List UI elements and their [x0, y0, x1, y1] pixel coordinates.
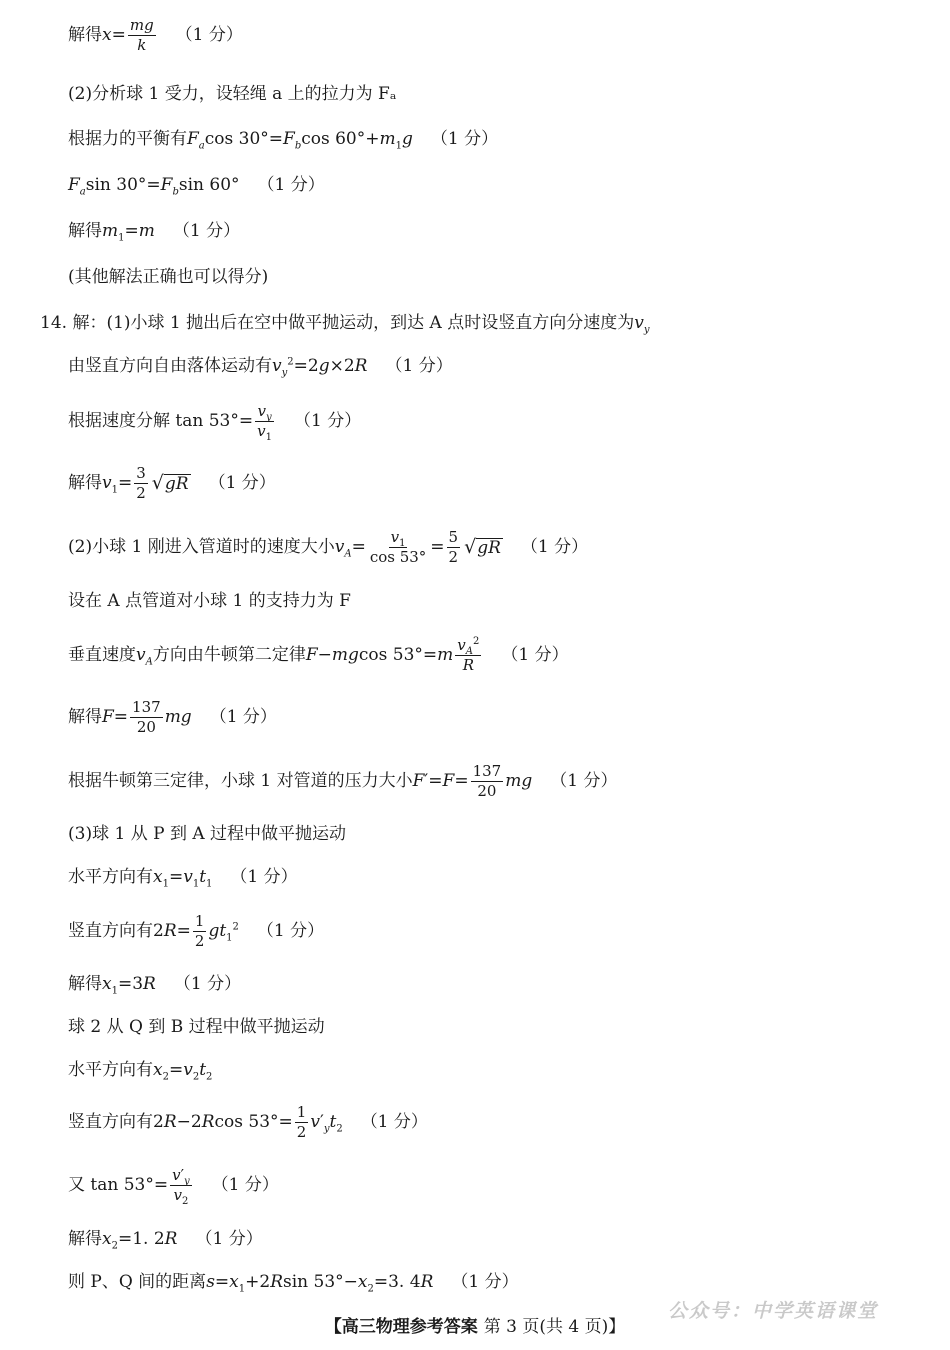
solution-line-distance: 则 P、Q 间的距离 $s=x_1+2Rsin$ $53^\circ-x_2=3$. 4R （1 分）: [68, 1272, 519, 1295]
footer-page-number: 第 3 页(共 4 页)】: [483, 1317, 626, 1337]
solution-line-x: 解得 x = $\frac{mg}{k}$ （1 分）: [68, 16, 243, 54]
solution-line-ball2: 球 2 从 Q 到 B 过程中做平抛运动: [68, 1017, 325, 1037]
solution-line-note: (其他解法正确也可以得分): [68, 267, 269, 287]
solution-line-2R: 竖直方向有 2R= $\frac{1}{2}$ $gt_1^2$ （1 分）: [68, 912, 325, 950]
page-footer: [0, 1312, 950, 1337]
question-14-header: 14. 解：(1)小球 1 抛出后在空中做平抛运动，到达 A 点时设竖直方向分速度为 $v_y$: [40, 313, 650, 336]
solution-line-part3: (3)球 1 从 P 到 A 过程中做平抛运动: [68, 824, 347, 844]
solution-line-tan: 根据速度分解 tan 53°= $\frac{v_y}{v_1}$ （1 分）: [68, 402, 362, 443]
footer-title: 【高三物理参考答案: [324, 1317, 478, 1337]
solution-line-newton2: 垂直速度 $v_A$ 方向由牛顿第二定律 F−mgcos 53°=m $\frac{v_A^2}{R}$ （1 分）: [68, 636, 569, 674]
solution-line-vertical2: 竖直方向有 2R−2Rcos 53°= $\frac{1}{2}$ $v'_yt_2$ （1 分）: [68, 1103, 428, 1141]
solution-line-x1-result: 解得 $x_1=3R$ （1 分）: [68, 974, 242, 997]
sqrt-gR: √ gR: [151, 472, 189, 495]
solution-line-m1: 解得 $m_1=m$ （1 分）: [68, 221, 241, 244]
fraction-vy-over-v1: $\frac{v_y}{v_1}$: [257, 402, 272, 443]
solution-line-F: 解得 F= $\frac{137}{20}$ mg （1 分）: [68, 698, 277, 736]
solution-line-vA: (2)小球 1 刚进入管道时的速度大小 $v_A=$ $\frac{v_1}{\cos 53^\circ}$ = $\frac{5}{2}$ √ gR （1 分）: [68, 528, 589, 566]
solution-line-analysis: (2)分析球 1 受力，设轻绳 a 上的拉力为 Fₐ: [68, 84, 397, 104]
solution-line-newton3: 根据牛顿第三定律，小球 1 对管道的压力大小 F′=F= $\frac{137}{20}$ mg （1 分）: [68, 762, 618, 800]
solution-line-tan2: 又 tan 53°= $\frac{v'_y}{v_2}$ （1 分）: [68, 1166, 279, 1207]
solution-line-x1: 水平方向有 $x_1=v_1t_1$ （1 分）: [68, 867, 298, 890]
solution-line-freefall: 由竖直方向自由落体运动有 $v_y^2=2g\times 2R$ （1 分）: [68, 356, 453, 379]
solution-line-balance: 根据力的平衡有 $F_a\cos$ $30^\circ=F_b\cos$ $60^\circ+m_1g$ （1 分）: [68, 129, 499, 152]
solution-line-x2: 水平方向有 $x_2=v_2t_2$: [68, 1060, 213, 1083]
watermark: 公众号：中学英语课堂: [668, 1300, 879, 1322]
solution-line-support-force: 设在 A 点管道对小球 1 的支持力为 F: [68, 591, 351, 611]
fraction-mg-over-k: $\frac{mg}{k}$: [129, 16, 154, 54]
solution-line-v1: 解得 $v_1=$ $\frac{3}{2}$ √ gR （1 分）: [68, 464, 276, 502]
solution-line-x2-result: 解得 $x_2=1$. 2R （1 分）: [68, 1229, 263, 1252]
solution-line-sin: $F_a\sin$ $30^\circ=F_b\sin$ 60° （1 分）: [68, 175, 325, 198]
